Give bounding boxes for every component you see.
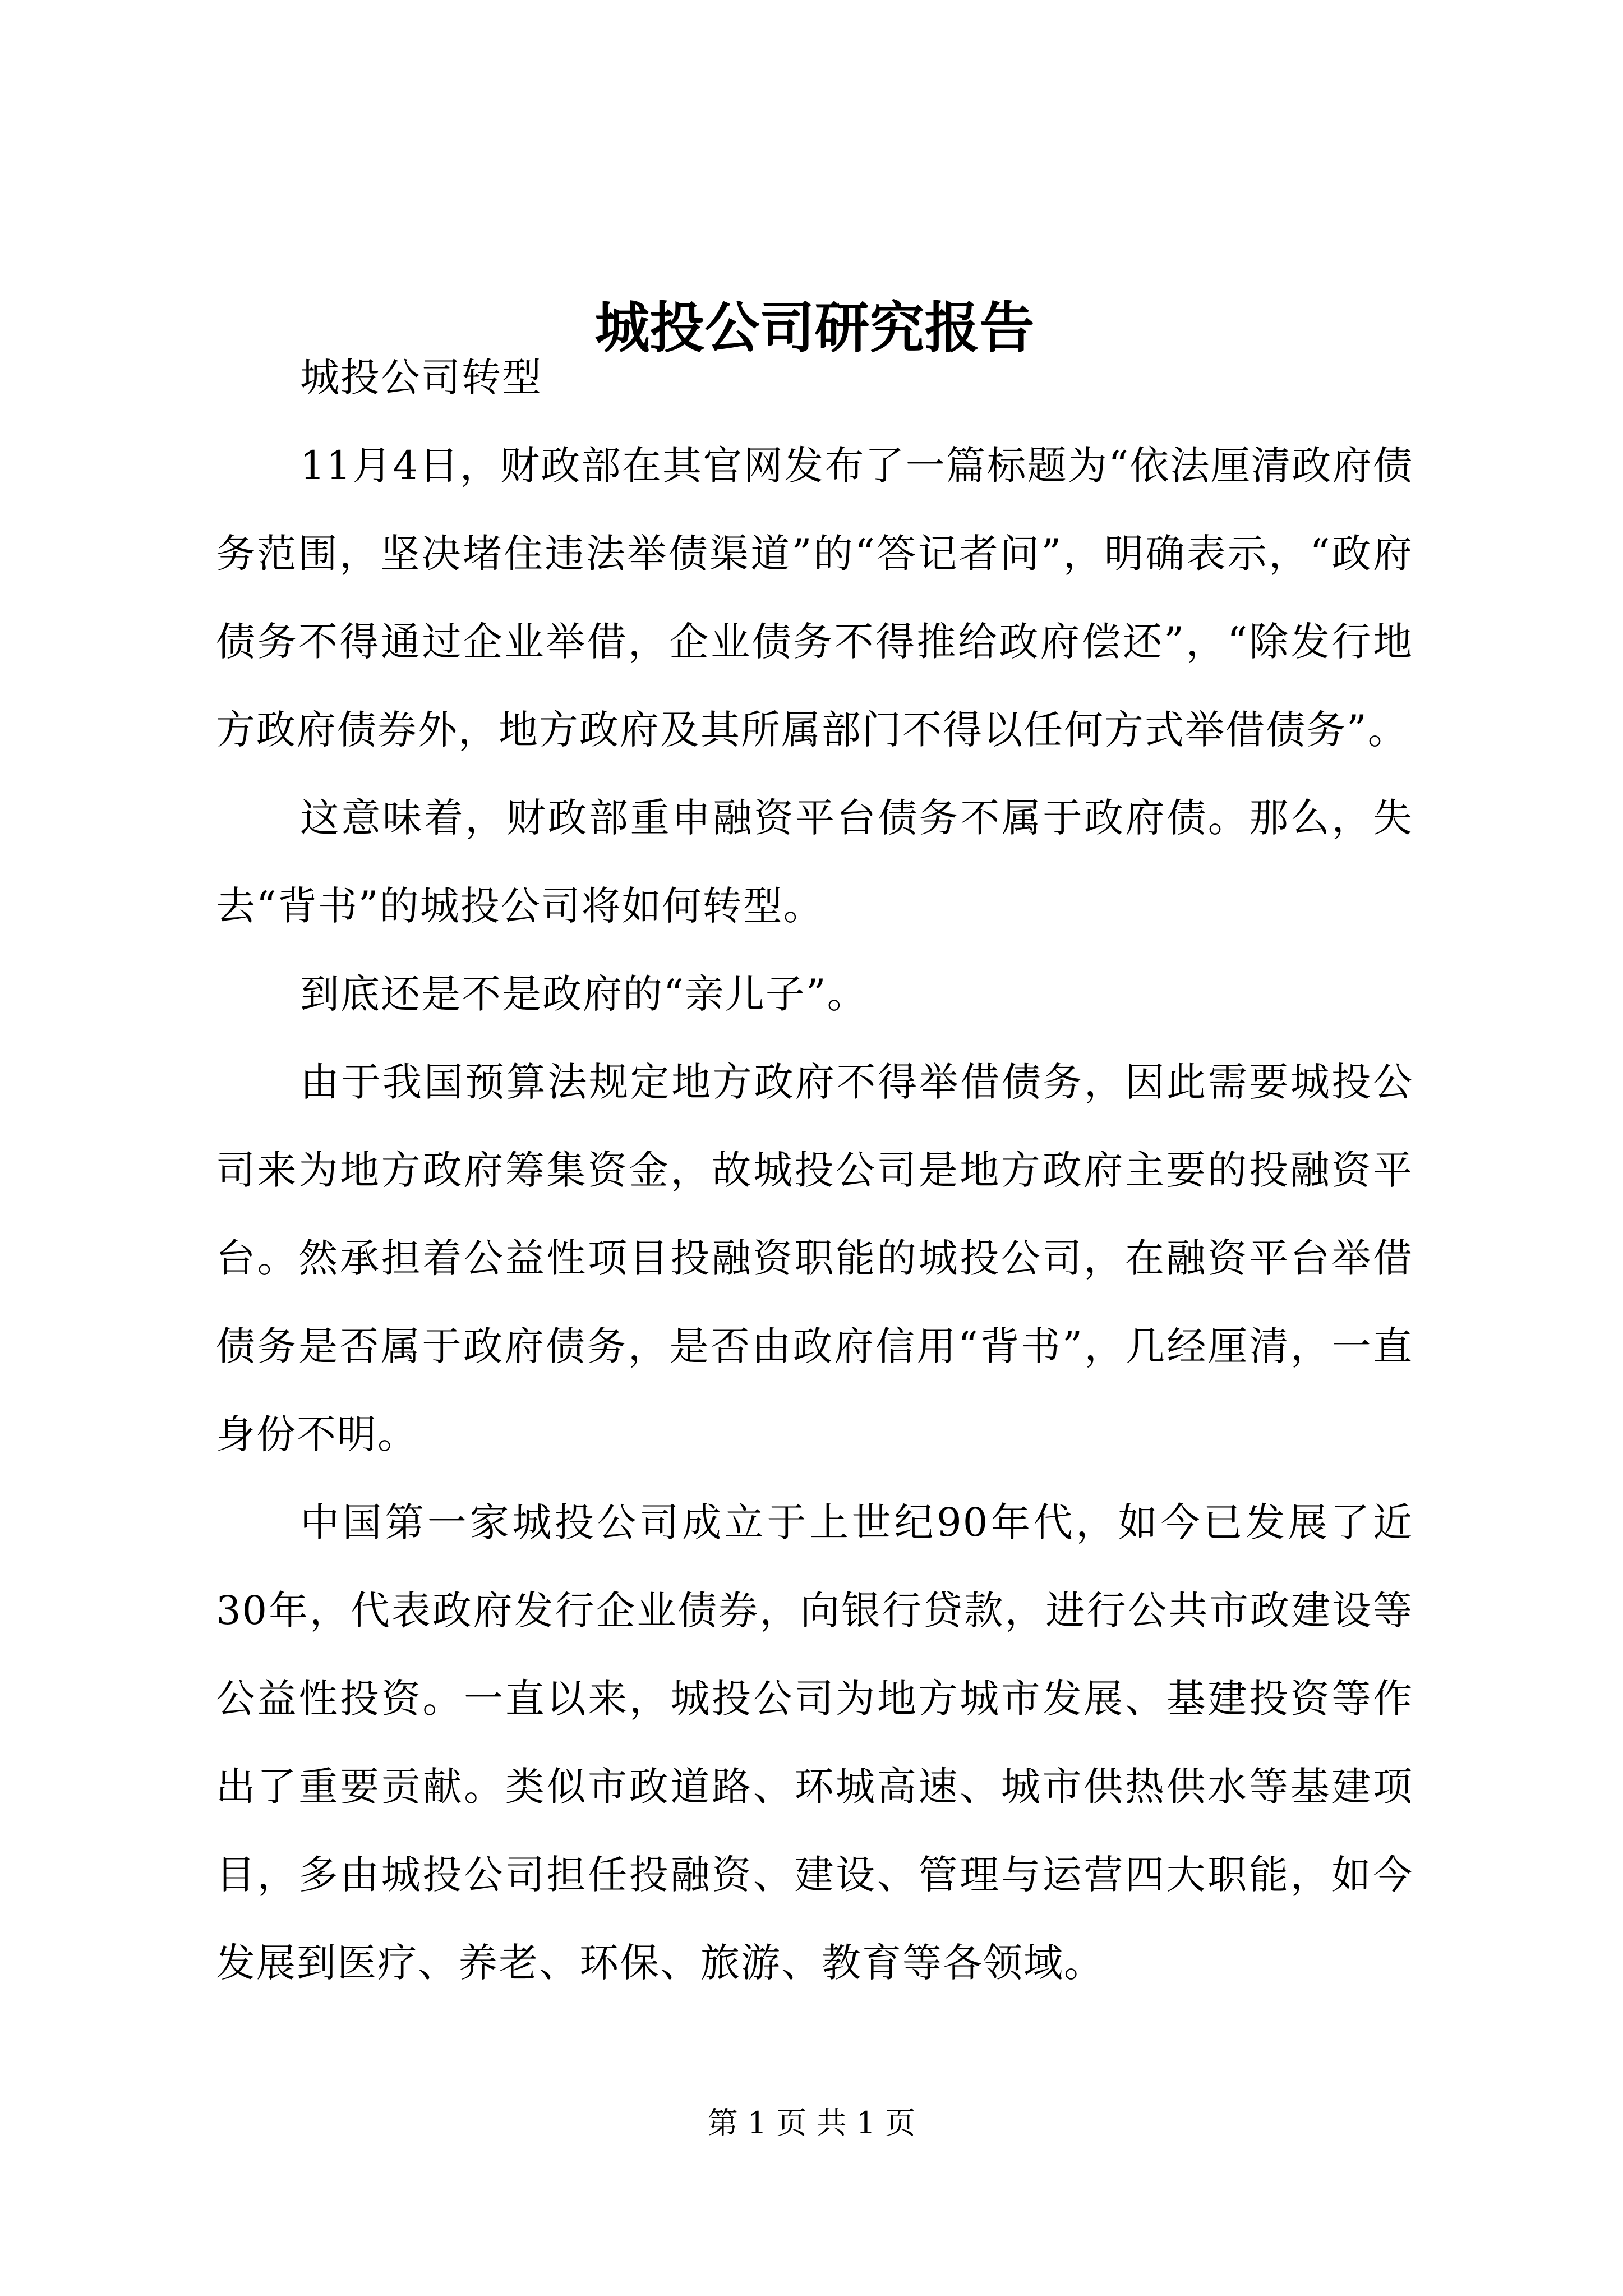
paragraph: 中国第一家城投公司成立于上世纪90年代，如今已发展了近30年，代表政府发行企业债券，向银行贷款，进行公共市政建设等公益性投资。一直以来，城投公司为地方城市发展、基建投资等作出了重要贡献。类似市政道路、环城高速、城市供热供水等基建项目，多由城投公司担任投融资、建设、管理与运营四大职能，如今发展到医疗、养老、环保、旅游、教育等各领域。 — [216, 1499, 1413, 1986]
paragraph: 由于我国预算法规定地方政府不得举借债务，因此需要城投公司来为地方政府筹集资金，故城投公司是地方政府主要的投融资平台。然承担着公益性项目投融资职能的城投公司，在融资平台举借债务是否属于政府债务，是否由政府信用“背书”，几经厘清，一直身份不明。 — [216, 1059, 1413, 1457]
paragraph: 这意味着，财政部重申融资平台债务不属于政府债。那么，失去“背书”的城投公司将如何转型。 — [216, 795, 1413, 929]
paragraph-list — [216, 334, 1413, 2007]
paragraph: 11月4日，财政部在其官网发布了一篇标题为“依法厘清政府债务范围，坚决堵住违法举债渠道”的“答记者问”，明确表示，“政府债务不得通过企业举借，企业债务不得推给政府偿还”，“除发行地方政府债券外，地方政府及其所属部门不得以任何方式举借债务”。 — [216, 443, 1413, 753]
paragraph: 到底还是不是政府的“亲儿子”。 — [300, 971, 868, 1017]
section-heading: 城投公司转型 — [300, 355, 542, 401]
document-title: 城投公司研究报告 — [594, 296, 1035, 360]
page-footer: 第 1 页 共 1 页 — [707, 2105, 916, 2141]
